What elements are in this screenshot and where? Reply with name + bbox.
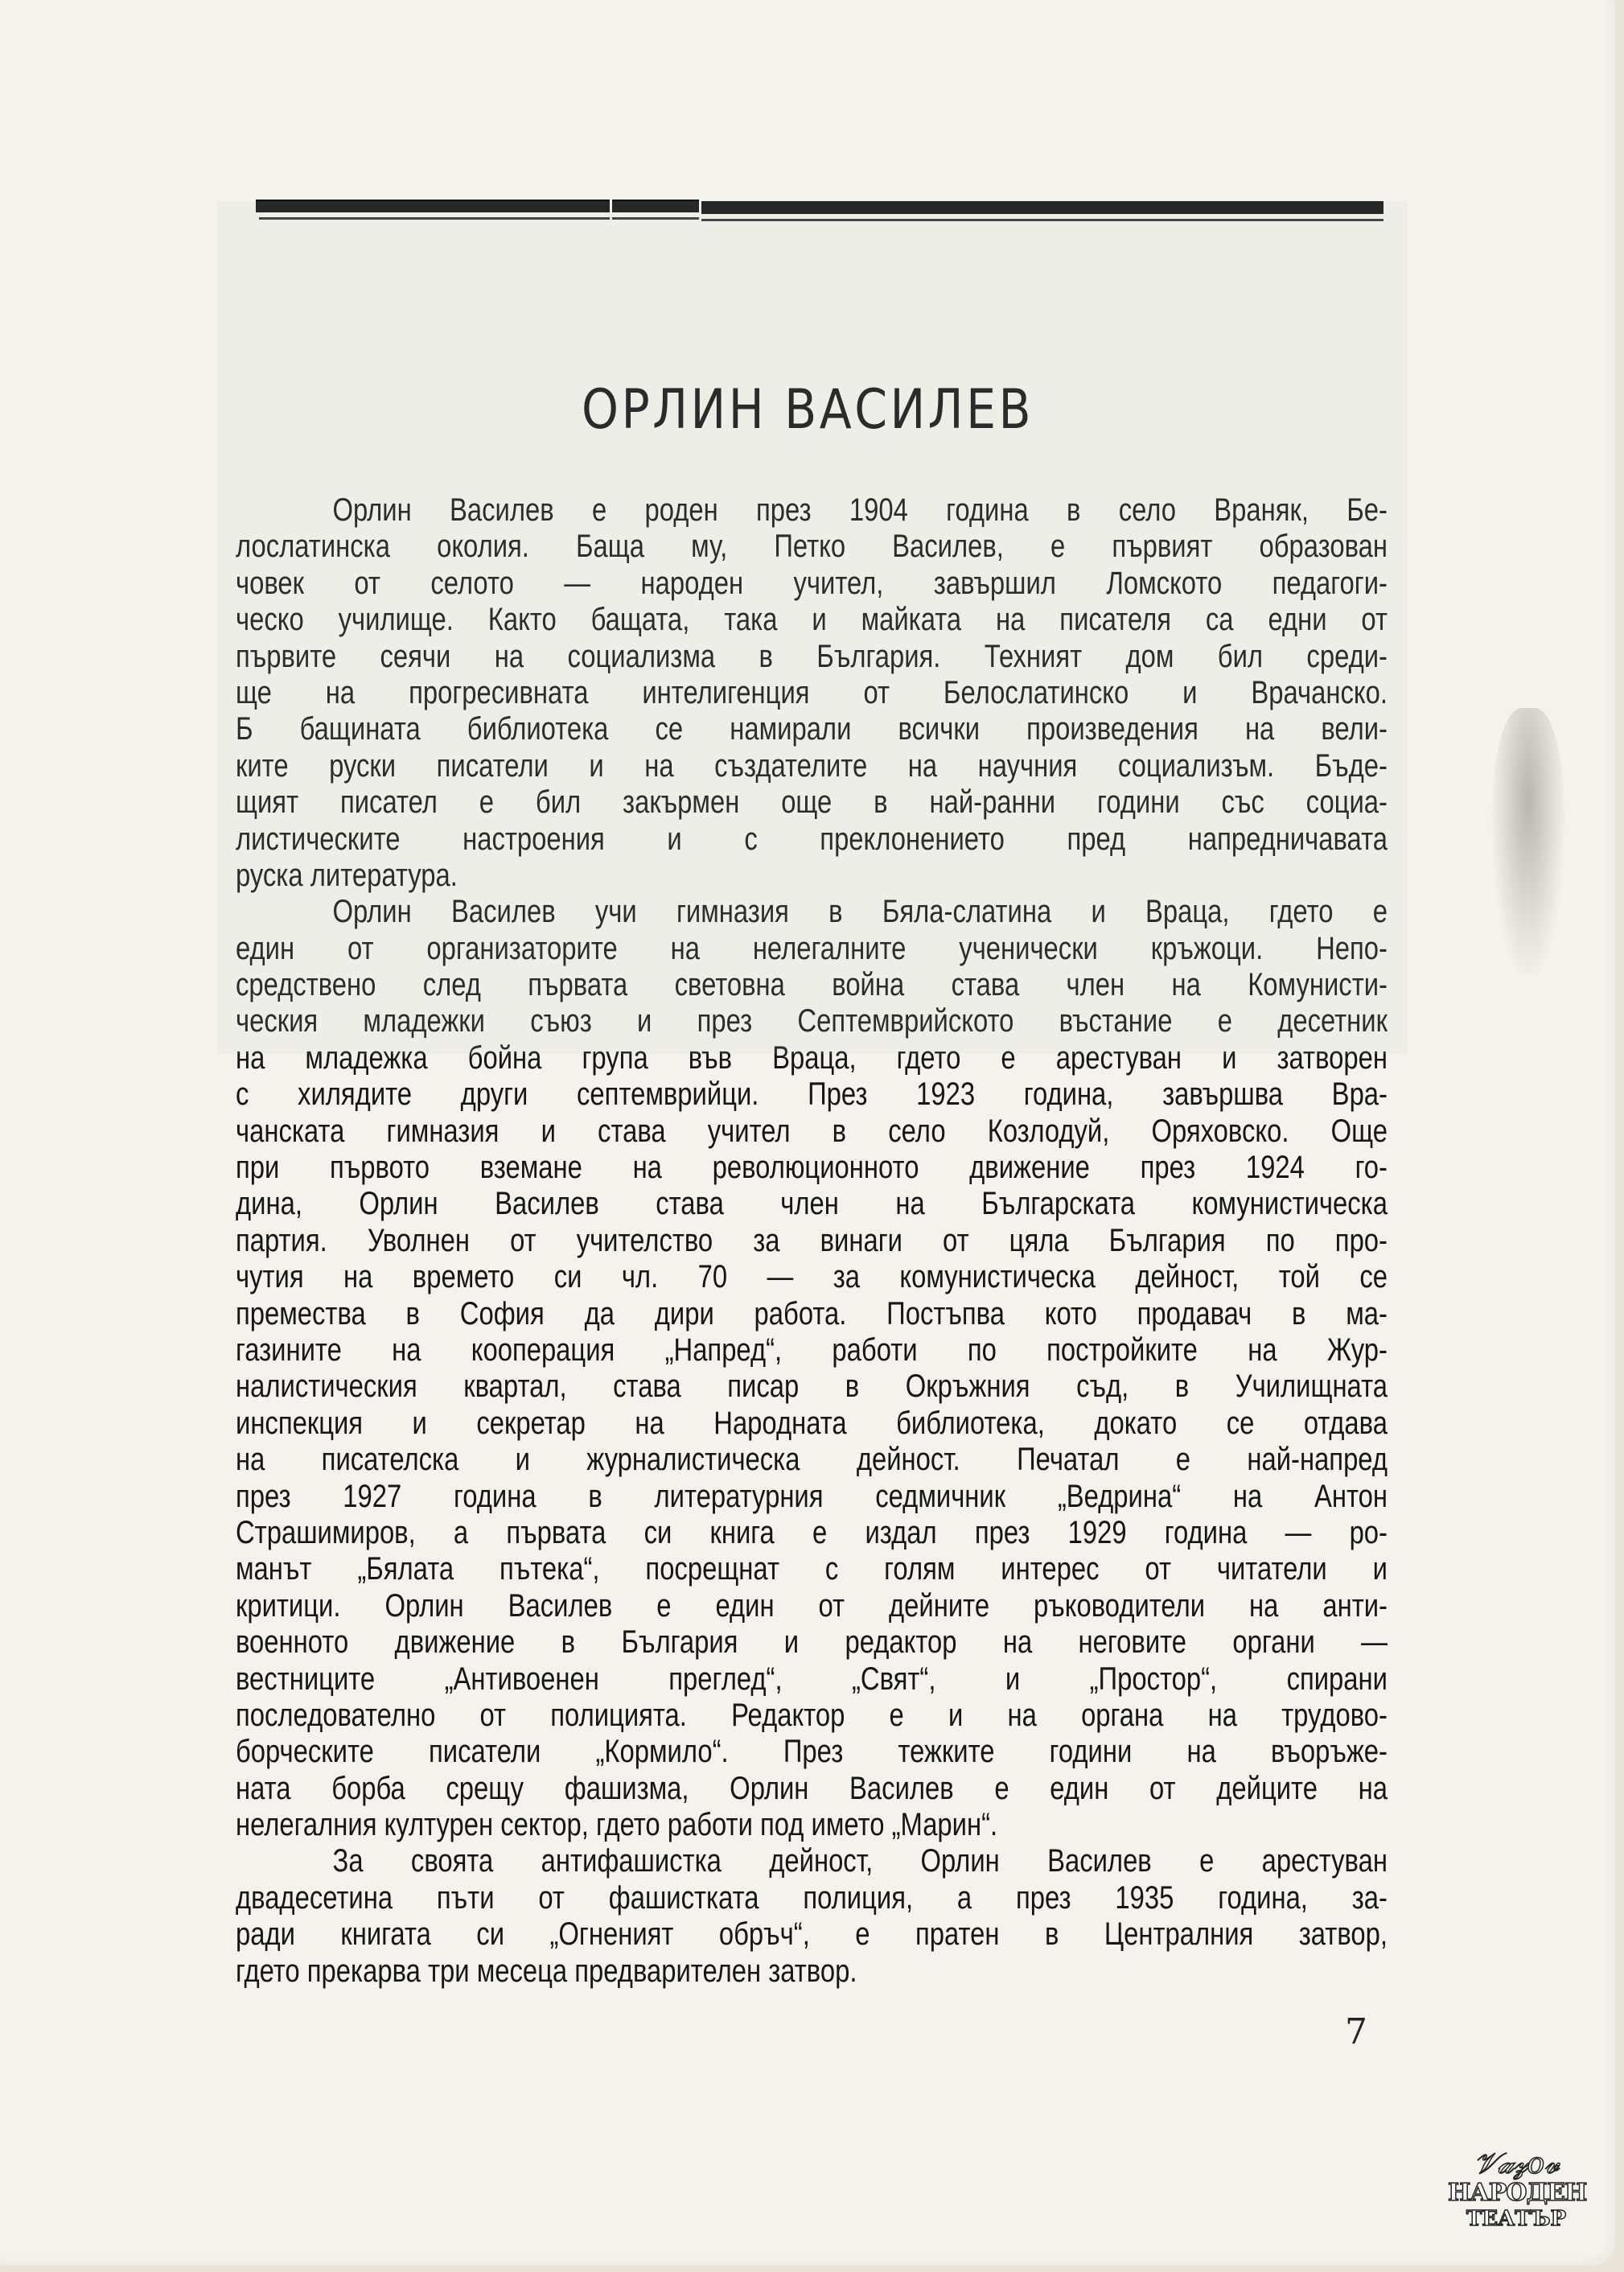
text-line: лослатинска околия. Баща му, Петко Василев, е първият образован (236, 529, 1388, 565)
text-line: газините на кооперация „Напред“, работи по постройките на Жур- (236, 1332, 1388, 1368)
text-line: с хилядите други септемврийци. През 1923 година, завършва Вра- (236, 1076, 1388, 1113)
text-line: чанската гимназия и става учител в село Козлодуй, Оряховско. Още (236, 1113, 1388, 1149)
page-number: 7 (1345, 2011, 1367, 2052)
text-line: щият писател е бил закърмен още в най-ранни години със социа- (236, 784, 1388, 821)
text-line: партия. Уволнен от учителство за винаги от цяла България по про- (236, 1222, 1388, 1258)
stain (1492, 708, 1564, 973)
text-line: човек от селото — народен учител, завършил Ломското педагоги- (236, 565, 1388, 601)
text-line: гдето прекарва три месеца предварителен затвор. (236, 1953, 857, 1989)
text-line: дина, Орлин Василев става член на Българската комунистическа (236, 1186, 1388, 1222)
text-line: ческо училище. Както бащата, така и майката на писателя са едни от (236, 602, 1388, 638)
text-line: на писателска и журналистическа дейност. Печатал е най-напред (236, 1442, 1388, 1478)
text-line: ради книгата си „Огненият обръч“, е пратен в Централния затвор, (236, 1916, 1388, 1953)
text-line: ките руски писатели и на създателите на научния социализъм. Бъде- (236, 747, 1388, 784)
header-rule (256, 200, 1383, 220)
text-line: За своята антифашистка дейност, Орлин Василев е арестуван (332, 1843, 1388, 1879)
text-line: първите сеячи на социализма в България. Техният дом бил среди- (236, 638, 1388, 674)
text-line: нелегалния културен сектор, гдето работи под името „Марин“. (236, 1807, 998, 1843)
text-line: военното движение в България и редактор на неговите органи — (236, 1624, 1388, 1661)
logo-line-1: НАРОДЕН (1448, 2179, 1587, 2207)
text-line: средствено след първата световна война става член на Комунисти- (236, 967, 1388, 1003)
text-line: инспекция и секретар на Народната библиотека, докато се отдава (236, 1405, 1388, 1441)
text-line: Орлин Василев е роден през 1904 година в село Враняк, Бе- (332, 492, 1388, 528)
text-line: Орлин Василев учи гимназия в Бяла-слатина и Враца, гдето е (332, 894, 1388, 930)
text-line: вестниците „Антивоенен преглед“, „Свят“, и „Простор“, спирани (236, 1661, 1388, 1697)
text-line: листическите настроения и с преклонението пред напредничавата (236, 821, 1388, 857)
text-line: премества в София да дири работа. Постъпва кото продавач в ма- (236, 1295, 1388, 1332)
logo-signature: 𝒱𝒶𝓏𝑜𝓋 (1474, 2147, 1559, 2180)
article-body (236, 492, 1388, 1990)
text-line: на младежка бойна група във Враца, гдето е арестуван и затворен (236, 1039, 1388, 1076)
text-line: манът „Бялата пътека“, посрещнат с голям интерес от читатели и (236, 1551, 1388, 1587)
text-line: ческия младежки съюз и през Септемврийското въстание е десетник (236, 1003, 1388, 1039)
text-line: борческите писатели „Кормило“. През тежките години на въоръже- (236, 1734, 1388, 1770)
text-line: при първото вземане на революционното движение през 1924 го- (236, 1150, 1388, 1186)
text-line: ще на прогресивната интелигенция от Белослатинско и Врачанско. (236, 674, 1388, 710)
text-line: чутия на времето си чл. 70 — за комунистическа дейност, той се (236, 1259, 1388, 1295)
text-line: през 1927 година в литературния седмичник „Ведрина“ на Антон (236, 1478, 1388, 1514)
text-line: Страшимиров, а първата си книга е издал през 1929 година — ро- (236, 1514, 1388, 1550)
text-line: последователно от полицията. Редактор е и на органа на трудово- (236, 1697, 1388, 1733)
page-title: ОРЛИН ВАСИЛЕВ (581, 378, 1034, 442)
text-line: ната борба срещу фашизма, Орлин Василев е един от дейците на (236, 1770, 1388, 1806)
text-line: критици. Орлин Василев е един от дейните ръководители на анти- (236, 1587, 1388, 1624)
text-line: един от организаторите на нелегалните ученически кръжоци. Непо- (236, 930, 1388, 966)
text-line: руска литература. (236, 857, 458, 893)
text-line: налистическия квартал, става писар в Окръжния съд, в Училищната (236, 1369, 1388, 1405)
logo-line-2: ТЕАТЪР (1466, 2207, 1567, 2231)
national-theatre-logo (1448, 2148, 1585, 2245)
text-line: Б бащината библиотека се намирали всички произведения на вели- (236, 711, 1388, 747)
text-line: двадесетина пъти от фашистката полиция, а през 1935 година, за- (236, 1879, 1388, 1916)
